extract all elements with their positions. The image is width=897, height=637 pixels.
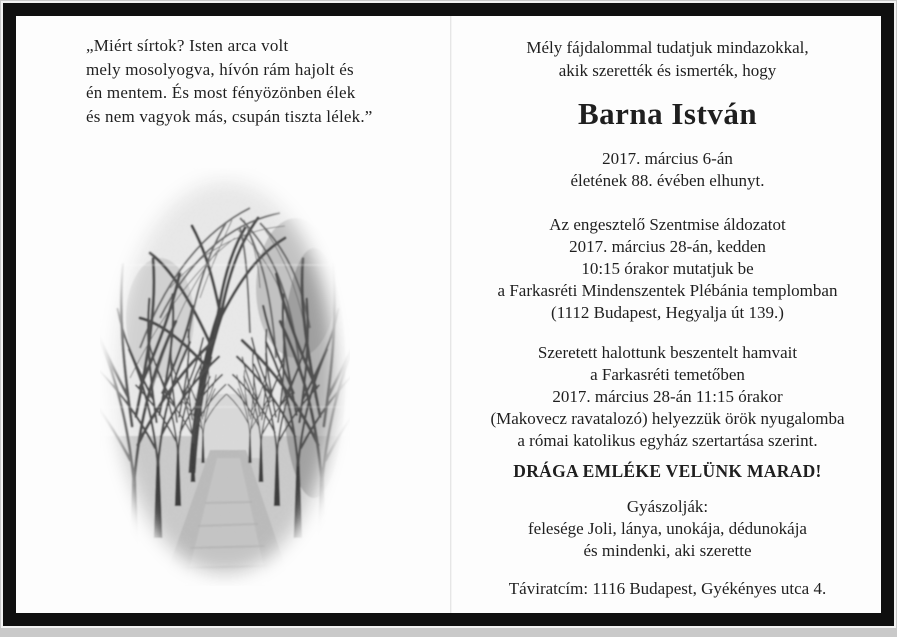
mourners-line: Gyászolják: — [626, 497, 709, 516]
memorial-photo — [100, 168, 350, 586]
burial-line: a Farkasréti temetőben — [590, 365, 745, 384]
death-line: életének 88. évében elhunyt. — [570, 171, 765, 190]
burial-line: Szeretett halottunk beszentelt hamvait — [537, 343, 798, 362]
mourners-line: felesége Joli, lánya, unokája, dédunokája — [528, 519, 807, 538]
burial-details-block — [454, 342, 881, 452]
quote-line: „Miért sírtok? Isten arca volt — [86, 36, 289, 55]
mass-line: 10:15 órakor mutatjuk be — [581, 259, 754, 278]
death-date-block — [454, 148, 881, 192]
mourners-block — [454, 496, 881, 562]
intro-line: akik szerették és ismerték, hogy — [558, 61, 777, 80]
burial-line: a római katolikus egyház szertartása szerint. — [517, 431, 818, 450]
mass-line: a Farkasréti Mindenszentek Plébánia templomban — [497, 281, 838, 300]
deceased-name: Barna István — [577, 96, 758, 131]
intro-line: Mély fájdalommal tudatjuk mindazokkal, — [526, 38, 809, 57]
burial-line: 2017. március 28-án 11:15 órakor — [552, 387, 783, 406]
card-frame — [3, 3, 894, 626]
card-interior — [16, 16, 881, 613]
telegram-address: Táviratcím: 1116 Budapest, Gyékényes utca 4. — [508, 579, 827, 598]
mourners-line: és mindenki, aki szerette — [583, 541, 752, 560]
tree-avenue-illustration — [100, 168, 350, 586]
announcement-column — [454, 16, 881, 613]
mass-line: (1112 Budapest, Hegyalja út 139.) — [551, 303, 784, 322]
quote-line: én mentem. És most fényözönben élek — [86, 83, 356, 102]
mass-details-block — [454, 214, 881, 324]
mass-line: 2017. március 28-án, kedden — [569, 237, 766, 256]
mass-line: Az engesztelő Szentmise áldozatot — [549, 215, 786, 234]
quote-line: és nem vagyok más, csupán tiszta lélek.” — [86, 106, 373, 126]
death-line: 2017. március 6-án — [602, 149, 733, 168]
burial-line: (Makovecz ravatalozó) helyezzük örök nyugalomba — [490, 409, 845, 428]
memorial-quote — [86, 34, 416, 128]
quote-line: mely mosolyogva, hívón rám hajolt és — [86, 59, 354, 79]
memorial-motto: DRÁGA EMLÉKE VELÜNK MARAD! — [513, 461, 822, 481]
announcement-intro — [454, 36, 881, 82]
center-fold-line — [450, 16, 451, 613]
